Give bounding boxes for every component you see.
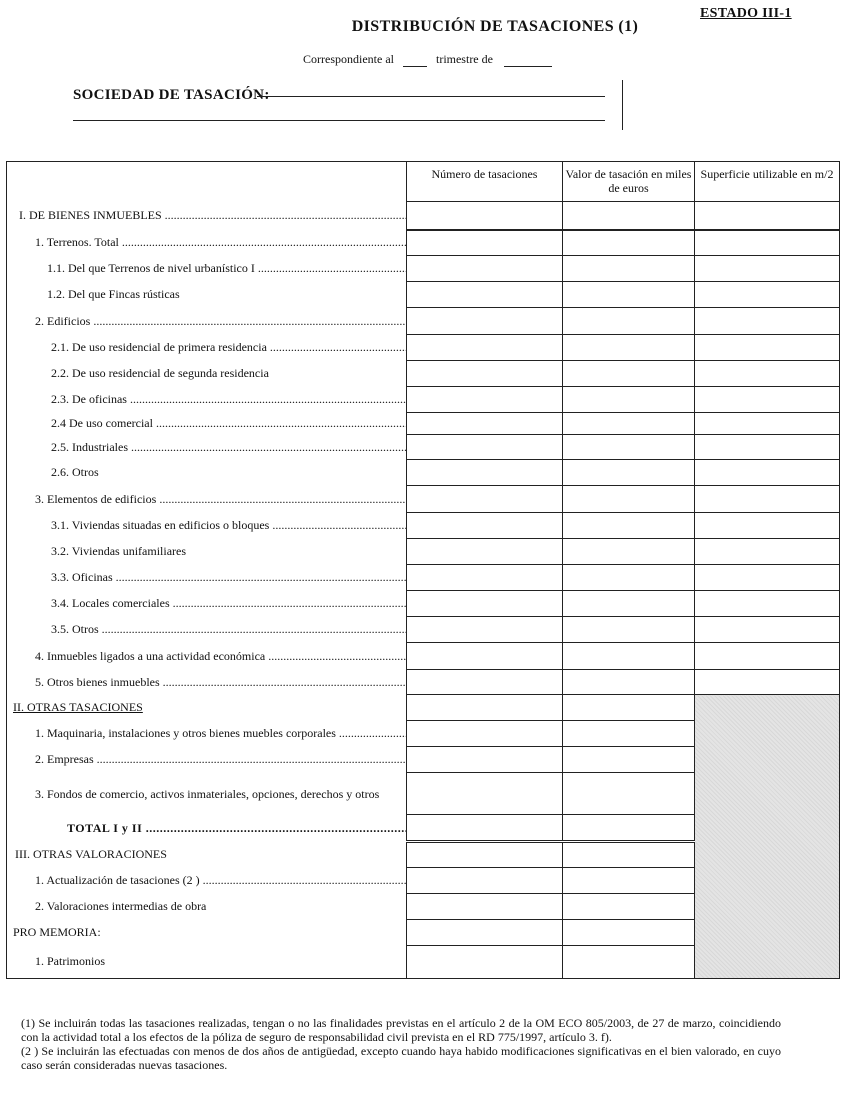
row-label — [7, 643, 407, 670]
col-header-valor: Valor de tasación en miles de euros — [563, 162, 695, 202]
superficie-cell[interactable] — [695, 308, 840, 335]
col-header-numero: Número de tasaciones — [407, 162, 563, 202]
quarter-blank[interactable] — [403, 55, 427, 67]
row-label — [7, 670, 407, 695]
sociedad-line-1[interactable] — [257, 96, 605, 97]
superficie-cell[interactable] — [695, 413, 840, 435]
period-mid: trimestre de — [435, 52, 493, 66]
table-row — [7, 695, 840, 721]
row-label-text: 3.2. Viviendas unifamiliares — [51, 544, 187, 558]
numero-cell[interactable] — [407, 565, 563, 591]
numero-cell[interactable] — [407, 695, 563, 721]
form-code: ESTADO III-1 — [700, 6, 792, 21]
row-label-text: 3. Elementos de edificios ..... — [35, 492, 407, 506]
numero-cell[interactable] — [407, 670, 563, 695]
table-header-row — [7, 162, 840, 202]
row-label — [7, 617, 407, 643]
numero-cell[interactable] — [407, 256, 563, 282]
row-label-text: 3.5. Otros ..... — [51, 622, 407, 636]
row-label — [7, 335, 407, 361]
row-label-text: 3.4. Locales comerciales ..... — [51, 596, 407, 610]
numero-cell[interactable] — [407, 868, 563, 894]
row-label — [7, 308, 407, 335]
superficie-cell[interactable] — [695, 435, 840, 460]
numero-cell[interactable] — [407, 486, 563, 513]
valor-cell[interactable] — [563, 282, 695, 308]
numero-cell[interactable] — [407, 435, 563, 460]
valor-cell[interactable] — [563, 670, 695, 695]
row-label-text: 2.5. Industriales ..... — [51, 440, 407, 454]
row-label-text: II. OTRAS TASACIONES — [13, 700, 143, 714]
table-row — [7, 256, 840, 282]
valor-cell[interactable] — [563, 435, 695, 460]
numero-cell[interactable] — [407, 460, 563, 486]
sociedad-label: SOCIEDAD DE TASACIÓN: — [73, 87, 270, 103]
table-row — [7, 230, 840, 256]
row-label — [7, 256, 407, 282]
valor-cell[interactable] — [563, 387, 695, 413]
table-row — [7, 643, 840, 670]
superficie-cell[interactable] — [695, 202, 840, 230]
row-label-text: 4. Inmuebles ligados a una actividad económica ..... — [35, 649, 407, 663]
row-label-text: 3.1. Viviendas situadas en edificios o bloques ..... — [51, 518, 407, 532]
table-row — [7, 617, 840, 643]
superficie-cell[interactable] — [695, 539, 840, 565]
valor-cell[interactable] — [563, 256, 695, 282]
row-label-text: 2.4 De uso comercial ..... — [51, 416, 407, 430]
superficie-cell[interactable] — [695, 670, 840, 695]
numero-cell[interactable] — [407, 361, 563, 387]
valor-cell[interactable] — [563, 202, 695, 230]
table-row — [7, 435, 840, 460]
table-row — [7, 335, 840, 361]
row-label — [7, 513, 407, 539]
table-row — [7, 539, 840, 565]
table-row — [7, 413, 840, 435]
row-label — [7, 282, 407, 308]
table-row — [7, 387, 840, 413]
sociedad-line-2[interactable] — [73, 120, 605, 121]
footnote-1: (1) Se incluirán todas las tasaciones realizadas, tengan o no las finalidades previstas en el artículo 2 de la OM ECO 805/2003, de 27 de marzo, coincidiendo con la actividad total a los efectos de la póliza de seguro de responsabilidad civil prevista en el RD 775/1997, artículo 3. f). — [21, 1016, 781, 1044]
row-label-text: 1. Maquinaria, instalaciones y otros bienes muebles corporales ..... — [35, 726, 407, 740]
numero-cell[interactable] — [407, 591, 563, 617]
row-label — [7, 460, 407, 486]
valor-cell[interactable] — [563, 946, 695, 979]
numero-cell[interactable] — [407, 747, 563, 773]
header-divider — [622, 80, 623, 130]
row-label — [7, 868, 407, 894]
superficie-cell[interactable] — [695, 486, 840, 513]
superficie-cell[interactable] — [695, 256, 840, 282]
superficie-cell[interactable] — [695, 617, 840, 643]
row-label — [7, 539, 407, 565]
table-row — [7, 591, 840, 617]
valor-cell[interactable] — [563, 230, 695, 256]
numero-cell[interactable] — [407, 946, 563, 979]
col-header-superficie: Superficie utilizable en m/2 — [695, 162, 840, 202]
valor-cell[interactable] — [563, 773, 695, 815]
valor-cell[interactable] — [563, 747, 695, 773]
row-label-text: 3. Fondos de comercio, activos inmateriales, opciones, derechos y otros — [35, 786, 380, 801]
superficie-cell[interactable] — [695, 387, 840, 413]
valor-cell[interactable] — [563, 695, 695, 721]
valor-cell[interactable] — [563, 721, 695, 747]
row-label-text: 1. Patrimonios — [35, 954, 106, 969]
valor-cell[interactable] — [563, 308, 695, 335]
row-label — [7, 486, 407, 513]
table-row — [7, 513, 840, 539]
row-label — [7, 773, 407, 815]
row-label-text: 1. Terrenos. Total ..... — [35, 235, 407, 249]
row-label-text: 2.3. De oficinas ..... — [51, 392, 407, 406]
superficie-cell[interactable] — [695, 565, 840, 591]
footnotes — [21, 1016, 781, 1072]
numero-cell[interactable] — [407, 413, 563, 435]
row-label — [7, 202, 407, 230]
row-label-text: 2. Empresas ..... — [35, 752, 407, 766]
tasaciones-table — [6, 161, 840, 979]
page-title: DISTRIBUCIÓN DE TASACIONES (1) — [351, 18, 639, 35]
row-label-text: 1. Actualización de tasaciones (2 ) ..... — [35, 873, 407, 887]
row-label — [7, 946, 407, 979]
row-label-text: I. DE BIENES INMUEBLES ..... — [19, 208, 407, 222]
period-prefix: Correspondiente al — [303, 52, 394, 66]
valor-cell[interactable] — [563, 539, 695, 565]
valor-cell[interactable] — [563, 868, 695, 894]
superficie-cell[interactable] — [695, 335, 840, 361]
numero-cell[interactable] — [407, 335, 563, 361]
valor-cell[interactable] — [563, 513, 695, 539]
numero-cell[interactable] — [407, 721, 563, 747]
numero-cell[interactable] — [407, 920, 563, 946]
numero-cell[interactable] — [407, 773, 563, 815]
row-label-text: 2.6. Otros — [51, 465, 99, 479]
row-label — [7, 815, 407, 842]
superficie-cell[interactable] — [695, 643, 840, 670]
valor-cell[interactable] — [563, 815, 695, 842]
numero-cell[interactable] — [407, 815, 563, 842]
numero-cell[interactable] — [407, 894, 563, 920]
valor-cell[interactable] — [563, 643, 695, 670]
valor-cell[interactable] — [563, 842, 695, 868]
table-row — [7, 361, 840, 387]
row-label-text: 2. Valoraciones intermedias de obra — [35, 899, 207, 913]
table-row — [7, 670, 840, 695]
numero-cell[interactable] — [407, 539, 563, 565]
superficie-cell[interactable] — [695, 282, 840, 308]
row-label-text: 1.2. Del que Fincas rústicas — [47, 287, 180, 301]
row-label — [7, 361, 407, 387]
row-label-text: 2.1. De uso residencial de primera residencia ..... — [51, 340, 407, 354]
table-row — [7, 282, 840, 308]
numero-cell[interactable] — [407, 308, 563, 335]
valor-cell[interactable] — [563, 565, 695, 591]
row-label — [7, 920, 407, 946]
numero-cell[interactable] — [407, 643, 563, 670]
valor-cell[interactable] — [563, 591, 695, 617]
numero-cell[interactable] — [407, 282, 563, 308]
table-body — [7, 202, 840, 979]
row-label-text: 5. Otros bienes inmuebles ..... — [35, 675, 407, 689]
row-label — [7, 565, 407, 591]
period-line — [303, 52, 552, 67]
numero-cell[interactable] — [407, 842, 563, 868]
row-label — [7, 721, 407, 747]
row-label-text: 2.2. De uso residencial de segunda residencia — [51, 366, 269, 380]
valor-cell[interactable] — [563, 361, 695, 387]
numero-cell[interactable] — [407, 202, 563, 230]
header-blank-cell — [7, 162, 407, 202]
valor-cell[interactable] — [563, 894, 695, 920]
table-row — [7, 486, 840, 513]
row-label-text: TOTAL I y II ..... — [67, 821, 407, 835]
year-blank[interactable] — [504, 55, 552, 67]
row-label — [7, 413, 407, 435]
superficie-cell[interactable] — [695, 361, 840, 387]
shaded-blocked-cell — [695, 695, 840, 979]
valor-cell[interactable] — [563, 460, 695, 486]
row-label-text: PRO MEMORIA: — [13, 925, 101, 939]
numero-cell[interactable] — [407, 387, 563, 413]
row-label — [7, 591, 407, 617]
superficie-cell[interactable] — [695, 460, 840, 486]
row-label — [7, 894, 407, 920]
row-label-text: 2. Edificios ..... — [35, 314, 407, 328]
valor-cell[interactable] — [563, 335, 695, 361]
row-label-text: 1.1. Del que Terrenos de nivel urbanístico I ..... — [47, 261, 407, 275]
row-label — [7, 747, 407, 773]
row-label — [7, 230, 407, 256]
valor-cell[interactable] — [563, 617, 695, 643]
valor-cell[interactable] — [563, 920, 695, 946]
row-label-text: III. OTRAS VALORACIONES — [15, 847, 167, 861]
table-row — [7, 460, 840, 486]
table-row — [7, 565, 840, 591]
superficie-cell[interactable] — [695, 513, 840, 539]
row-label-text: 3.3. Oficinas ..... — [51, 570, 407, 584]
table-row — [7, 202, 840, 230]
numero-cell[interactable] — [407, 617, 563, 643]
row-label — [7, 842, 407, 868]
row-label — [7, 387, 407, 413]
superficie-cell[interactable] — [695, 230, 840, 256]
footnote-2: (2 ) Se incluirán las efectuadas con menos de dos años de antigüedad, excepto cuando haya habido modificaciones significativas en el bien valorado, en cuyo caso serán consideradas nuevas tasaciones. — [21, 1044, 781, 1072]
numero-cell[interactable] — [407, 513, 563, 539]
row-label — [7, 435, 407, 460]
valor-cell[interactable] — [563, 413, 695, 435]
table-row — [7, 308, 840, 335]
superficie-cell[interactable] — [695, 591, 840, 617]
numero-cell[interactable] — [407, 230, 563, 256]
row-label — [7, 695, 407, 721]
valor-cell[interactable] — [563, 486, 695, 513]
